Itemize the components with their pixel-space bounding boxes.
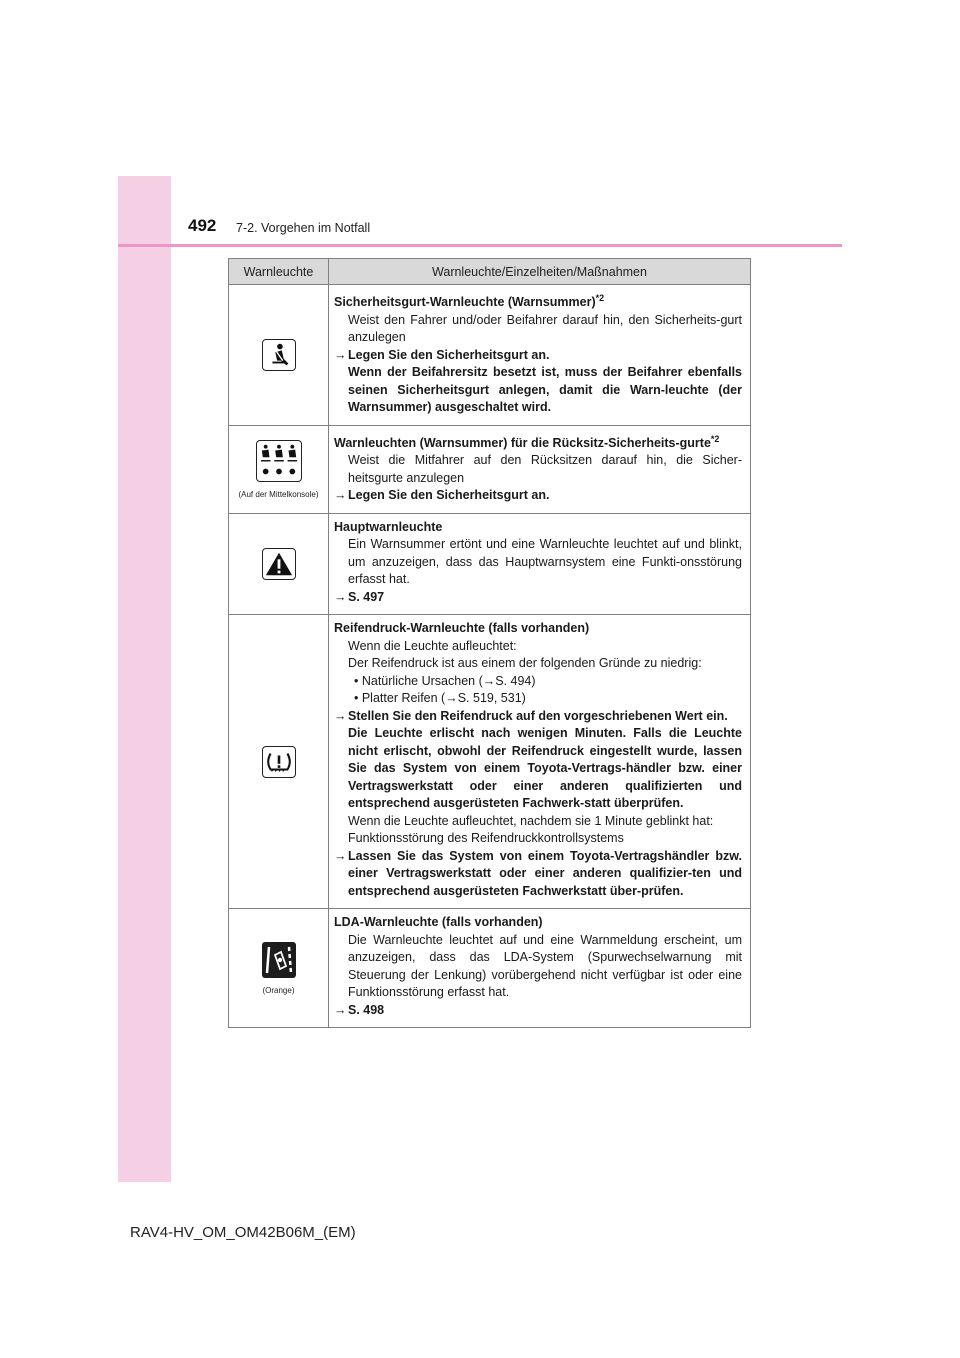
row-description: Wenn die Leuchte aufleuchtet, nachdem sie 1 Minute geblinkt hat:	[348, 813, 714, 828]
row-action: → Legen Sie den Sicherheitsgurt an.	[334, 488, 550, 503]
row-title: Warnleuchten (Warnsummer) für die Rücksitz-Sicherheits-gurte$^{*2}$	[334, 433, 720, 450]
lane-departure-alert-icon	[262, 942, 296, 978]
column-header-details: Warnleuchte/Einzelheiten/Maßnahmen	[329, 259, 751, 285]
warning-lights-table	[228, 258, 751, 1028]
row-description: Funktionsstörung des Reifendruckkontrollsystems	[348, 831, 624, 846]
rear-seatbelt-icon	[256, 440, 302, 482]
details-cell	[329, 425, 751, 513]
row-description: Weist die Mitfahrer auf den Rücksitzen darauf hin, die Sicher-heitsgurte anzulegen	[348, 453, 742, 485]
row-title: Sicherheitsgurt-Warnleuchte (Warnsummer)$^{*2}$	[334, 293, 605, 310]
document-code: RAV4-HV_OM_OM42B06M_(EM)	[130, 1224, 356, 1241]
row-action: → Stellen Sie den Reifendruck auf den vorgeschriebenen Wert ein.	[334, 708, 728, 723]
lamp-color-note: (Orange)	[262, 985, 295, 995]
row-title: LDA-Warnleuchte (falls vorhanden)	[334, 915, 543, 930]
row-description: Die Warnleuchte leuchtet auf und eine Warnmeldung erscheint, um anzuzeigen, dass das LDA-System (Spurwechselwarnung mit Steuerung der Lenkung) vorübergehend nicht verfügbar ist oder eine Funktionsstörung erfasst hat.	[348, 932, 742, 1000]
chapter-tab-bar	[118, 176, 171, 1182]
list-item: • Platter Reifen (→S. 519, 531)	[354, 691, 526, 706]
details-cell	[329, 513, 751, 615]
tire-pressure-icon	[262, 746, 296, 778]
details-cell	[329, 285, 751, 426]
table-row	[229, 285, 751, 426]
row-action: → Legen Sie den Sicherheitsgurt an.	[334, 347, 550, 362]
row-description: Weist den Fahrer und/oder Beifahrer darauf hin, den Sicherheits-gurt anzulegen	[348, 312, 742, 345]
row-action-detail: Die Leuchte erlischt nach wenigen Minuten. Falls die Leuchte nicht erlischt, obwohl der Reifendruck eingestellt wurde, lassen Sie das System von einem Toyota-Vertrags-händler bzw. einer Vertragswerkstatt oder einer anderen qualifizierten und entsprechend ausgerüsteten Fachwerk-statt überprüfen.	[348, 726, 742, 811]
section-title: 7-2. Vorgehen im Notfall	[236, 221, 371, 235]
lamp-cell	[229, 285, 329, 426]
row-title: Hauptwarnleuchte	[334, 519, 443, 534]
row-description: Der Reifendruck ist aus einem der folgenden Gründe zu niedrig:	[348, 656, 702, 671]
row-title: Reifendruck-Warnleuchte (falls vorhanden)	[334, 621, 590, 636]
table-row	[229, 909, 751, 1028]
row-action-detail: Wenn der Beifahrersitz besetzt ist, muss der Beifahrer ebenfalls seinen Sicherheitsgurt anlegen, damit die Warn-leuchte (der Warnsummer) ausgeschaltet wird.	[348, 365, 742, 415]
row-description: Ein Warnsummer ertönt und eine Warnleuchte leuchtet auf und blinkt, um anzuzeigen, dass das Hauptwarnsystem eine Funkti-onsstörung erfasst hat.	[348, 537, 742, 587]
table-header-row	[229, 259, 751, 285]
details-cell	[329, 909, 751, 1028]
seatbelt-driver-icon	[262, 339, 296, 371]
row-action: → Lassen Sie das System von einem Toyota-Vertragshändler bzw. einer Vertragswerkstatt oder einer anderen qualifizier-ten und entsprechend ausgerüsteten Fachwerkstatt über-prüfen.	[334, 848, 742, 898]
page-number: 492	[188, 216, 217, 235]
table-row	[229, 425, 751, 513]
table-row	[229, 513, 751, 615]
details-cell	[329, 615, 751, 909]
row-action: → S. 497	[334, 589, 385, 604]
lamp-location-note: (Auf der Mittelkonsole)	[238, 489, 319, 499]
header-rule	[118, 244, 842, 247]
lamp-cell	[229, 425, 329, 513]
list-item: • Natürliche Ursachen (→S. 494)	[354, 673, 536, 688]
row-action: → S. 498	[334, 1002, 385, 1017]
table-row	[229, 615, 751, 909]
column-header-lamp: Warnleuchte	[229, 259, 329, 285]
row-description: Wenn die Leuchte aufleuchtet:	[348, 638, 517, 653]
lamp-cell	[229, 513, 329, 615]
lamp-cell	[229, 909, 329, 1028]
master-warning-icon	[262, 548, 296, 580]
lamp-cell	[229, 615, 329, 909]
